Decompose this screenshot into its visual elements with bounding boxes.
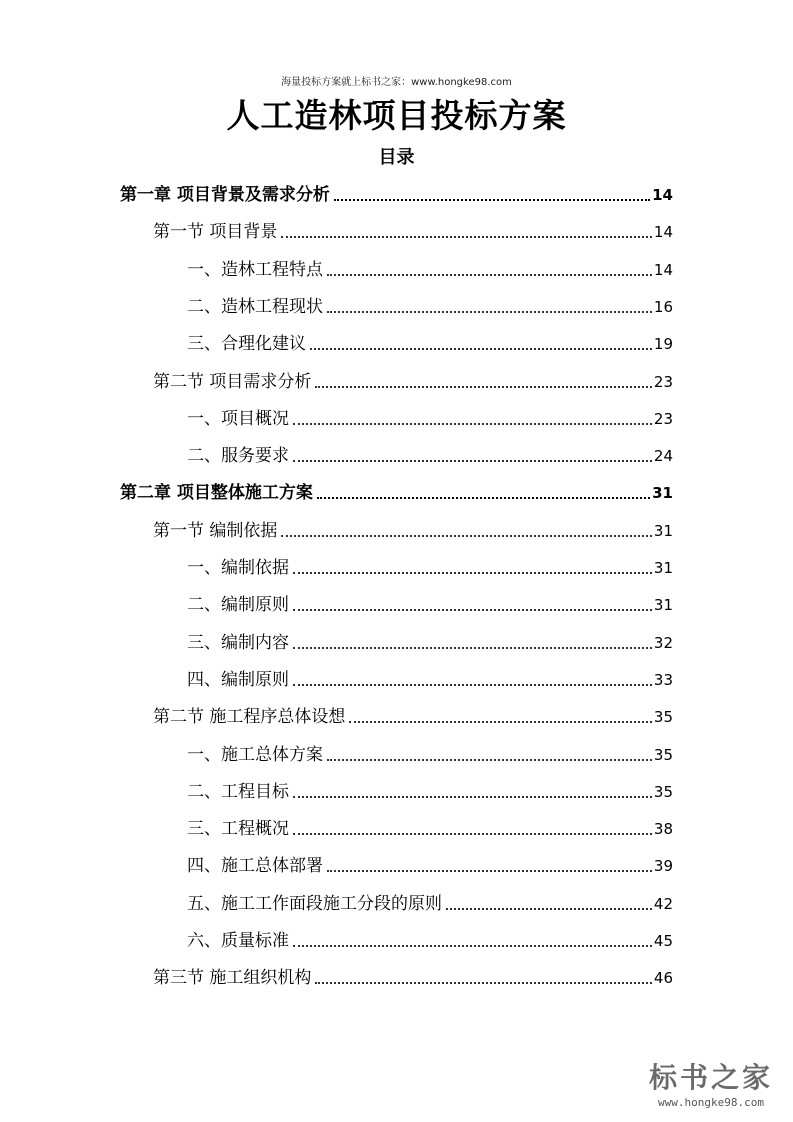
document-title: 人工造林项目投标方案 (226, 96, 567, 135)
toc-entry-page-number: 46 (653, 969, 673, 988)
toc-entry-label: 三、工程概况 (187, 819, 289, 840)
toc-entry-page-number: 45 (653, 932, 673, 950)
toc-entry-page-number: 24 (653, 447, 673, 466)
toc-dot-leader (327, 273, 652, 276)
toc-heading: 目录 (378, 147, 415, 168)
toc-entry-item[interactable] (187, 549, 673, 579)
toc-entry-page-number: 35 (653, 745, 673, 764)
toc-entry-page-number: 14 (652, 186, 673, 204)
toc-dot-leader (293, 683, 652, 686)
toc-entry-page-number: 31 (653, 596, 673, 615)
toc-entry-label: 第一节 编制依据 (153, 520, 278, 541)
toc-entry-label: 六、质量标准 (187, 931, 289, 951)
toc-dot-leader (293, 832, 652, 835)
toc-entry-label: 五、施工工作面段施工分段的原则 (187, 893, 442, 914)
toc-entry-label: 第二章 项目整体施工方案 (120, 483, 313, 504)
toc-entry-page-number: 31 (653, 559, 673, 577)
toc-dot-leader (281, 534, 652, 537)
toc-entry-item[interactable] (187, 624, 673, 654)
toc-dot-leader (293, 459, 652, 462)
toc-entry-label: 四、施工总体部署 (187, 856, 323, 877)
toc-dot-leader (293, 422, 652, 425)
toc-entry-item[interactable] (187, 288, 673, 318)
toc-entry-item[interactable] (187, 773, 673, 803)
toc-entry-section[interactable] (153, 363, 673, 393)
toc-entry-label: 二、服务要求 (187, 446, 289, 467)
header-note: 海量投标方案就上标书之家：www.hongke98.com (281, 77, 512, 88)
toc-entry-item[interactable] (187, 661, 673, 691)
toc-entry-page-number: 42 (653, 894, 673, 913)
toc-entry-label: 一、编制依据 (187, 558, 289, 578)
toc-dot-leader (327, 758, 652, 761)
logo-text: 标书之家 (648, 1061, 773, 1094)
toc-entry-page-number: 23 (653, 372, 673, 391)
toc-entry-label: 四、编制原则 (187, 669, 289, 690)
toc-entry-label: 一、项目概况 (187, 408, 289, 429)
toc-entry-label: 一、造林工程特点 (187, 259, 323, 280)
toc-entry-label: 第一章 项目背景及需求分析 (120, 185, 330, 205)
toc-entry-page-number: 35 (653, 708, 673, 727)
toc-dot-leader (293, 571, 652, 574)
logo-url: www.hongke98.com (658, 1096, 764, 1109)
toc-entry-page-number: 32 (653, 633, 673, 652)
toc-entry-label: 第一节 项目背景 (153, 222, 278, 243)
toc-entry-page-number: 38 (653, 820, 673, 839)
toc-entry-label: 一、施工总体方案 (187, 744, 323, 765)
toc-entry-item[interactable] (187, 922, 673, 952)
toc-entry-label: 三、合理化建议 (187, 334, 306, 355)
toc-dot-leader (293, 944, 652, 947)
toc-dot-leader (446, 907, 652, 910)
toc-entry-page-number: 31 (652, 484, 673, 503)
toc-dot-leader (327, 310, 652, 313)
toc-entry-section[interactable] (153, 512, 673, 542)
toc-entry-item[interactable] (187, 586, 673, 616)
toc-entry-page-number: 14 (653, 260, 673, 279)
toc-entry-label: 第二节 项目需求分析 (153, 371, 312, 392)
toc-entry-page-number: 16 (653, 297, 673, 316)
toc-entry-label: 二、造林工程现状 (187, 296, 323, 317)
toc-entry-item[interactable] (187, 810, 673, 840)
toc-entry-page-number: 23 (653, 409, 673, 428)
toc-entry-page-number: 33 (653, 670, 673, 689)
toc-entry-section[interactable] (153, 698, 673, 728)
toc-dot-leader (281, 235, 652, 238)
toc-entry-item[interactable] (187, 251, 673, 281)
toc-entry-page-number: 35 (653, 782, 673, 801)
toc-dot-leader (327, 869, 652, 872)
toc-entry-label: 三、编制内容 (187, 632, 289, 653)
toc-entry-page-number: 39 (653, 857, 673, 876)
toc-entry-item[interactable] (187, 736, 673, 766)
toc-dot-leader (334, 198, 650, 201)
logo (636, 1060, 786, 1116)
toc-entry-chapter[interactable] (120, 474, 673, 504)
toc-entry-item[interactable] (187, 885, 673, 915)
toc-entry-item[interactable] (187, 400, 673, 430)
toc-entry-item[interactable] (187, 325, 673, 355)
toc-entry-label: 二、工程目标 (187, 781, 289, 802)
toc-entry-item[interactable] (187, 437, 673, 467)
toc-dot-leader (293, 646, 652, 649)
toc-entry-section[interactable] (153, 959, 673, 989)
toc-entry-label: 二、编制原则 (187, 595, 289, 616)
toc-entry-label: 第二节 施工程序总体设想 (153, 707, 346, 728)
toc-entry-item[interactable] (187, 847, 673, 877)
toc-dot-leader (317, 496, 650, 499)
toc-dot-leader (310, 347, 652, 350)
toc-dot-leader (293, 608, 652, 611)
toc-entry-chapter[interactable] (120, 176, 673, 206)
toc-entry-page-number: 19 (653, 335, 673, 354)
toc-entry-label: 第三节 施工组织机构 (153, 968, 312, 989)
toc-entry-page-number: 31 (653, 521, 673, 540)
toc-dot-leader (315, 385, 652, 388)
toc-dot-leader (315, 981, 652, 984)
toc-dot-leader (349, 720, 652, 723)
toc-entry-page-number: 14 (653, 223, 673, 242)
toc-entry-section[interactable] (153, 213, 673, 243)
toc-dot-leader (293, 795, 652, 798)
